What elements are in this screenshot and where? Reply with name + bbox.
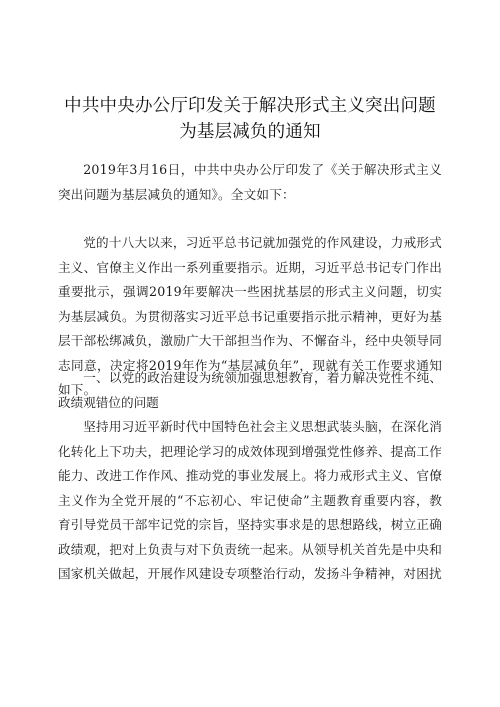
paragraph-2: 坚持用习近平新时代中国特色社会主义思想武装头脑，在深化消化转化上下功夫，把理论学习的成效体现到增强党性修养、提高工作能力、改进工作作风、推动党的事业发展上。将力戒形式主义、官僚主义作为全党开展的“不忘初心、牢记使命”主题教育重要内容，教育引导党员干部牢记党的宗旨，坚持实事求是的思想路线，树立正确政绩观，把对上负责与对下负责统一起来。从领导机关首先是中央和国家机关做起，开展作风建设专项整治行动，发扬斗争精神，对困扰 — [58, 419, 442, 581]
intro-block — [58, 158, 442, 207]
title-line-2: 为基层减负的通知 — [179, 122, 321, 142]
section-1-heading: 一、以党的政治建设为统领加强思想教育，着力解决党性不纯、政绩观错位的问题 — [58, 370, 442, 410]
title-line-1: 中共中央办公厅印发关于解决形式主义突出问题 — [64, 96, 436, 116]
paragraph-1: 党的十八大以来，习近平总书记就加强党的作风建设，力戒形式主义、官僚主义作出一系列重要指示。近期，习近平总书记专门作出重要批示，强调2019年要解决一些困扰基层的形式主义问题，切实为基层减负。为贯彻落实习近平总书记重要指示批示精神，更好为基层干部松绑减负，激励广大干部担当作为、不懈奋斗，经中央领导同志同意，决定将2019年作为“基层减负年”，现就有关工作要求通知如下。 — [58, 235, 442, 397]
intro-paragraph: 2019年3月16日，中共中央办公厅印发了《关于解决形式主义突出问题为基层减负的通知》。全文如下： — [58, 162, 442, 202]
body-block-2 — [58, 415, 442, 587]
document-title — [0, 93, 500, 145]
